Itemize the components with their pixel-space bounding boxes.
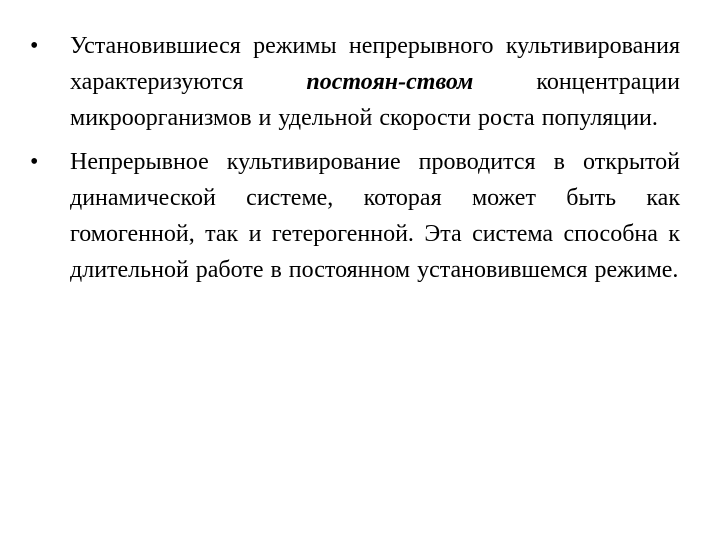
bullet-icon: •	[30, 33, 39, 59]
bullet-list	[30, 28, 680, 296]
bullet-text-after: концентрации микроорганизмов и удельной скорости роста популяции.	[70, 69, 680, 131]
bullet-text-before: Установившиеся режимы непрерывного культивирования характеризуются	[70, 33, 680, 95]
bullet-item-steady-state	[30, 28, 680, 136]
bullet-icon: •	[30, 149, 39, 175]
bullet-item-continuous-cultivation	[30, 144, 680, 288]
bullet-text: Непрерывное культивирование проводится в открытой динамической системе, которая может быть как гомогенной, так и гетерогенной. Эта система способна к длительной работе в постоянном установившемся режиме.	[70, 149, 680, 283]
bullet-emphasis: постоян-ством	[306, 69, 474, 95]
